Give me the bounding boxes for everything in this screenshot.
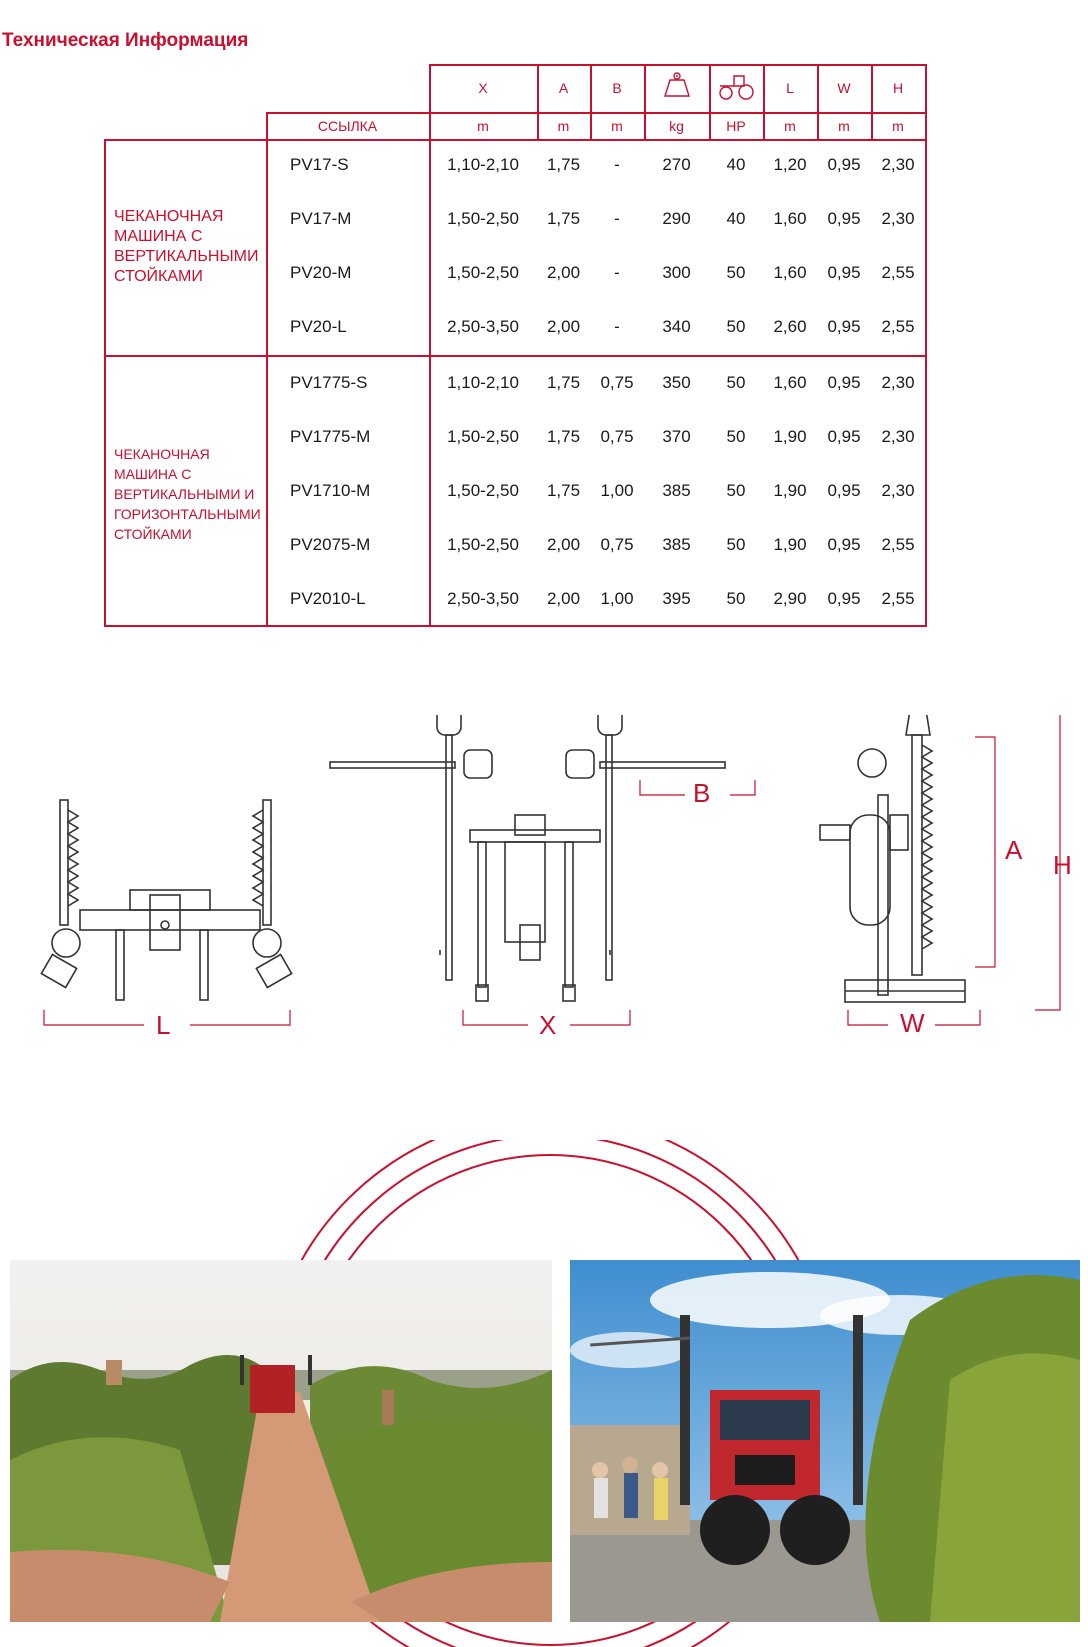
column-header-b: B — [612, 80, 622, 96]
table-row-ref: PV17-S — [290, 155, 349, 174]
table-cell: 0,75 — [600, 373, 634, 392]
table-cell: 2,30 — [881, 209, 915, 228]
table-cell: 1,20 — [773, 155, 807, 174]
dim-label-b: B — [693, 778, 711, 808]
table-cell: 2,30 — [881, 427, 915, 446]
table-cell: 0,75 — [600, 427, 634, 446]
table-cell: 0,95 — [827, 209, 861, 228]
table-cell: 1,50-2,50 — [447, 535, 519, 554]
table-cell: 50 — [726, 481, 746, 500]
dim-label-a: A — [1005, 835, 1023, 865]
table-cell: 2,00 — [546, 317, 581, 336]
column-header-x: X — [478, 80, 488, 96]
group-label: ЧЕКАНОЧНАЯ МАШИНА С ВЕРТИКАЛЬНЫМИ СТОЙКАМИ — [114, 208, 259, 285]
table-row-ref: PV2010-L — [290, 589, 366, 608]
column-unit: HP — [726, 118, 746, 134]
table-cell: 2,50-3,50 — [447, 317, 519, 336]
table-hline — [104, 355, 927, 357]
dim-label-w: W — [900, 1008, 925, 1038]
table-cell: 1,60 — [773, 373, 807, 392]
table-cell: 1,50-2,50 — [447, 481, 519, 500]
machine-front-view-l — [41, 800, 291, 1000]
table-cell: 1,75 — [546, 427, 581, 446]
table-cell: 395 — [662, 589, 691, 608]
table-row-ref: PV1775-S — [290, 373, 368, 392]
column-unit: m — [477, 118, 489, 134]
table-row-ref: PV17-M — [290, 209, 352, 228]
table-hline — [429, 64, 927, 66]
table-cell: 2,55 — [881, 317, 915, 336]
technical-drawings — [0, 715, 1088, 1115]
table-row-ref: PV1710-M — [290, 481, 371, 500]
table-cell: 50 — [726, 427, 746, 446]
vineyard-row-tractor-photo — [10, 1260, 552, 1622]
table-cell: 350 — [662, 373, 691, 392]
table-row-ref: PV2075-M — [290, 535, 371, 554]
table-cell: 1,75 — [546, 209, 581, 228]
column-unit: m — [557, 118, 570, 134]
table-cell: 40 — [726, 209, 746, 228]
table-cell: - — [614, 263, 620, 282]
table-cell: 50 — [726, 317, 746, 336]
table-cell: 2,00 — [546, 535, 581, 554]
table-cell: 1,10-2,10 — [447, 155, 519, 174]
table-cell: 1,75 — [546, 481, 581, 500]
table-cell: 50 — [726, 589, 746, 608]
table-cell: 0,95 — [827, 535, 861, 554]
table-cell: 2,90 — [773, 589, 807, 608]
table-cell: 290 — [662, 209, 691, 228]
table-cell: 270 — [662, 155, 691, 174]
table-vline — [925, 139, 927, 627]
column-unit: m — [784, 118, 796, 134]
table-row-ref: PV20-M — [290, 263, 352, 282]
table-cell: 0,95 — [827, 155, 861, 174]
table-cell: 1,50-2,50 — [447, 427, 519, 446]
table-row-ref: PV20-L — [290, 317, 347, 336]
table-cell: 1,90 — [773, 427, 807, 446]
column-header-l: L — [786, 80, 794, 96]
machine-side-view — [820, 715, 965, 1002]
weight-icon — [644, 70, 709, 106]
column-unit: m — [892, 118, 904, 134]
tractor-icon — [709, 72, 763, 106]
table-cell: 1,75 — [546, 373, 581, 392]
table-hline — [104, 625, 927, 627]
table-cell: 2,30 — [881, 481, 915, 500]
table-vline — [925, 64, 927, 139]
table-cell: 300 — [662, 263, 691, 282]
table-cell: 1,60 — [773, 263, 807, 282]
dim-line-a — [975, 737, 995, 967]
table-cell: 0,75 — [600, 535, 634, 554]
column-unit: kg — [669, 118, 684, 134]
table-cell: 2,60 — [773, 317, 807, 336]
table-cell: 2,55 — [881, 535, 915, 554]
table-cell: 1,10-2,10 — [447, 373, 519, 392]
table-row-ref: PV1775-M — [290, 427, 371, 446]
column-header-h: H — [892, 80, 904, 96]
dim-label-x: X — [539, 1010, 557, 1040]
table-cell: 2,30 — [881, 155, 915, 174]
table-cell: 2,50-3,50 — [447, 589, 519, 608]
table-cell: - — [614, 155, 620, 174]
table-cell: 370 — [662, 427, 691, 446]
machine-front-view-x — [330, 715, 725, 1001]
tractor-demo-photo — [570, 1260, 1080, 1622]
table-cell: 1,50-2,50 — [447, 209, 519, 228]
drawings-svg — [0, 715, 1088, 1115]
table-cell: 0,95 — [827, 373, 861, 392]
table-cell: 1,90 — [773, 535, 807, 554]
table-cell: 50 — [726, 263, 746, 282]
table-cell: 1,75 — [546, 155, 581, 174]
table-hline — [266, 112, 927, 114]
table-vline — [266, 112, 268, 627]
table-cell: 1,50-2,50 — [447, 263, 519, 282]
table-cell: 2,00 — [546, 263, 581, 282]
table-cell: 0,95 — [827, 481, 861, 500]
dim-label-l: L — [156, 1010, 171, 1040]
technical-table — [0, 0, 1088, 680]
table-cell: 2,55 — [881, 263, 915, 282]
table-cell: 2,30 — [881, 373, 915, 392]
column-header-a: A — [558, 80, 569, 96]
table-cell: 385 — [662, 481, 691, 500]
column-header-w: W — [837, 80, 851, 96]
table-cell: 1,00 — [600, 481, 634, 500]
table-cell: 2,00 — [546, 589, 581, 608]
table-cell: 0,95 — [827, 263, 861, 282]
table-cell: - — [614, 317, 620, 336]
table-cell: 50 — [726, 373, 746, 392]
table-cell: 1,00 — [600, 589, 634, 608]
dim-label-h: H — [1053, 850, 1072, 880]
table-cell: - — [614, 209, 620, 228]
table-cell: 1,90 — [773, 481, 807, 500]
table-cell: 385 — [662, 535, 691, 554]
table-vline — [104, 139, 106, 627]
table-cell: 50 — [726, 535, 746, 554]
table-hline — [104, 139, 927, 141]
page-title: Техническая Информация — [2, 30, 249, 51]
table-cell: 1,60 — [773, 209, 807, 228]
table-cell: 2,55 — [881, 589, 915, 608]
table-cell: 0,95 — [827, 317, 861, 336]
ref-header: ССЫЛКА — [317, 118, 378, 134]
table-cell: 40 — [726, 155, 746, 174]
group-label: ЧЕКАНОЧНАЯ МАШИНА С ВЕРТИКАЛЬНЫМИ И ГОРИЗОНТАЛЬНЫМИ СТОЙКАМИ — [114, 446, 261, 542]
column-unit: m — [838, 118, 850, 134]
column-unit: m — [611, 118, 623, 134]
table-cell: 340 — [662, 317, 691, 336]
photos-section — [0, 1140, 1088, 1647]
table-cell: 0,95 — [827, 589, 861, 608]
table-cell: 0,95 — [827, 427, 861, 446]
